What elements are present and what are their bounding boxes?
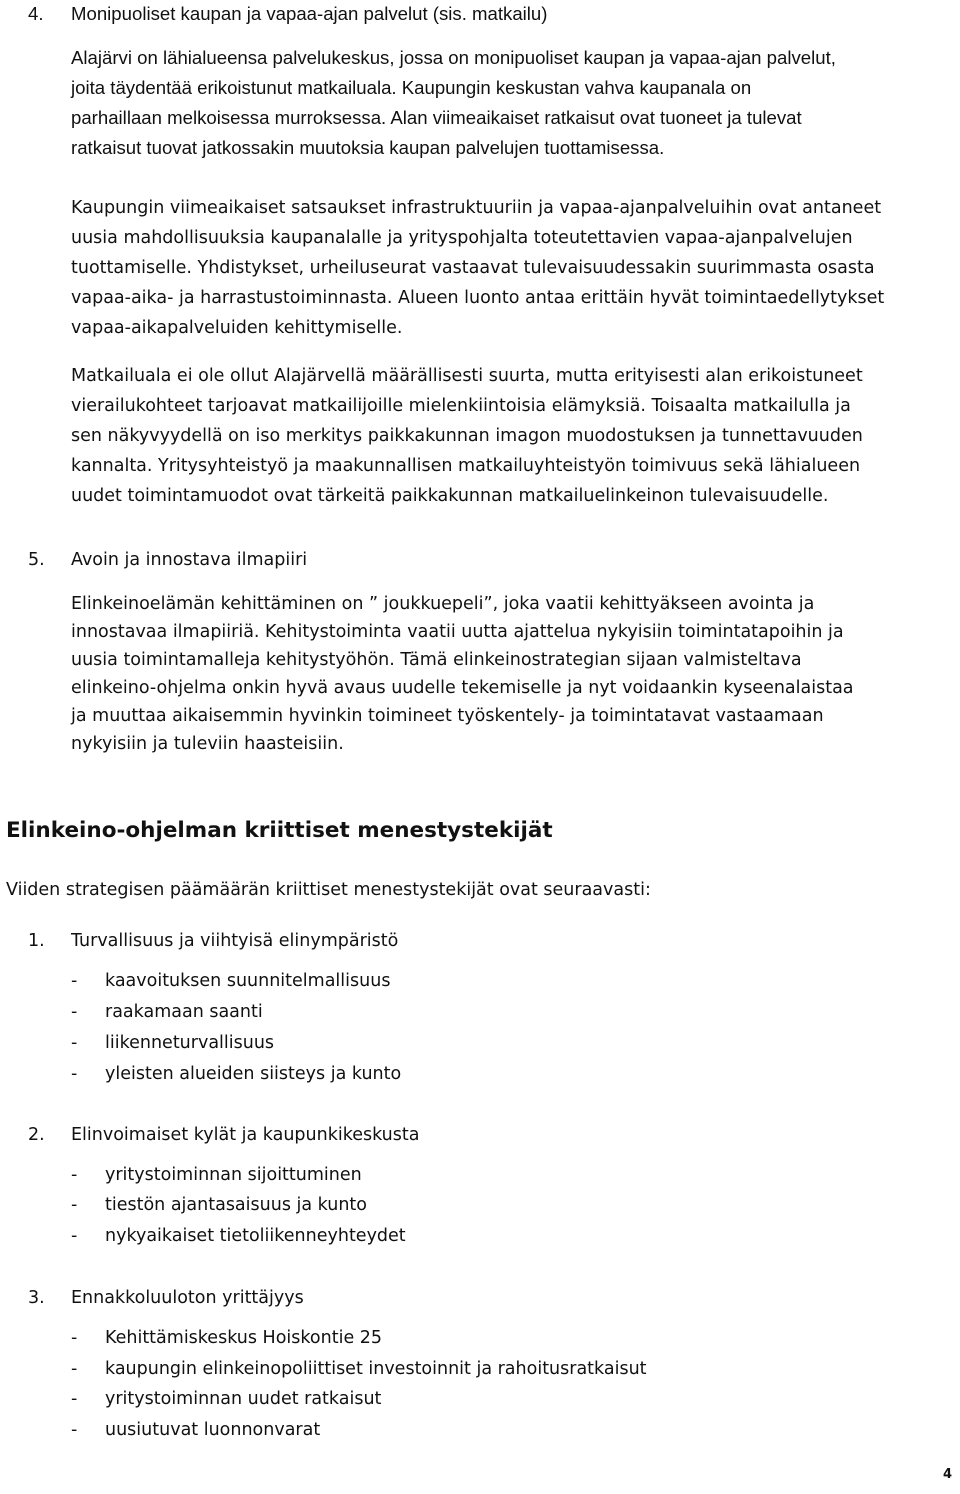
list-item: yritystoiminnan uudet ratkaisut <box>105 1389 382 1409</box>
paragraph-line: joita täydentää erikoistunut matkailuala. Kaupungin keskustan vahva kaupanala on <box>71 77 752 98</box>
paragraph-line: parhaillaan melkoisessa murroksessa. Alan viimeaikaiset ratkaisut ovat tuoneet ja tulevat <box>71 107 802 128</box>
list-item: nykyaikaiset tietoliikenneyhteydet <box>105 1226 406 1246</box>
bullet-dash: - <box>71 1002 78 1022</box>
intro-text: Viiden strategisen päämäärän kriittiset menestystekijät ovat seuraavasti: <box>6 880 651 900</box>
factor-3-title: Ennakkoluuloton yrittäjyys <box>71 1288 304 1308</box>
paragraph-line: ja muuttaa aikaisemmin hyvinkin toimineet työskentely- ja toimintatavat vastaamaan <box>71 706 824 726</box>
paragraph-line: sen näkyvyydellä on iso merkitys paikkakunnan imagon muodostuksen ja tunnettavuuden <box>71 426 863 446</box>
bullet-dash: - <box>71 1359 78 1379</box>
paragraph-line: uudet toimintamuodot ovat tärkeitä paikkakunnan matkailuelinkeinon tulevaisuudelle. <box>71 486 829 506</box>
paragraph-line: vapaa-aikapalveluiden kehittymiselle. <box>71 318 403 338</box>
paragraph-line: vapaa-aika- ja harrastustoiminnasta. Alueen luonto antaa erittäin hyvät toimintaedellytykset <box>71 288 885 308</box>
factor-3-number: 3. <box>28 1288 45 1308</box>
paragraph-line: kannalta. Yritysyhteistyö ja maakunnallisen matkailuyhteistyön toimivuus sekä lähialueen <box>71 456 861 476</box>
paragraph-line: uusia toimintamalleja kehitystyöhön. Tämä elinkeinostrategian sijaan valmisteltava <box>71 650 802 670</box>
section-4-number: 4. <box>28 3 44 24</box>
bullet-dash: - <box>71 1033 78 1053</box>
list-item: kaavoituksen suunnitelmallisuus <box>105 971 391 991</box>
paragraph-line: innostavaa ilmapiiriä. Kehitystoiminta vaatii uutta ajattelua nykyisiin toimintatapoihin ja <box>71 622 844 642</box>
section-5-title: Avoin ja innostava ilmapiiri <box>71 550 308 570</box>
list-item: uusiutuvat luonnonvarat <box>105 1420 321 1440</box>
list-item: kaupungin elinkeinopoliittiset investoinnit ja rahoitusratkaisut <box>105 1359 647 1379</box>
paragraph-line: Matkailuala ei ole ollut Alajärvellä määrällisesti suurta, mutta erityisesti alan erikoistuneet <box>71 366 863 386</box>
factor-2-number: 2. <box>28 1125 45 1145</box>
bullet-dash: - <box>71 971 78 991</box>
list-item: liikenneturvallisuus <box>105 1033 275 1053</box>
bullet-dash: - <box>71 1420 78 1440</box>
paragraph-line: nykyisiin ja tuleviin haasteisiin. <box>71 734 344 754</box>
paragraph-line: elinkeino-ohjelma onkin hyvä avaus uudelle tekemiselle ja nyt voidaankin kyseenalaistaa <box>71 678 854 698</box>
paragraph-line: uusia mahdollisuuksia kaupanalalle ja yrityspohjalta toteutettavien vapaa-ajanpalvelujen <box>71 228 853 248</box>
list-item: tiestön ajantasaisuus ja kunto <box>105 1195 367 1215</box>
section-5-number: 5. <box>28 550 45 570</box>
section-heading: Elinkeino-ohjelman kriittiset menestystekijät <box>6 818 553 843</box>
paragraph-line: tuottamiselle. Yhdistykset, urheiluseurat vastaavat tulevaisuudessakin suurimmasta osasta <box>71 258 875 278</box>
bullet-dash: - <box>71 1328 78 1348</box>
factor-1-title: Turvallisuus ja viihtyisä elinympäristö <box>71 931 399 951</box>
paragraph-line: vierailukohteet tarjoavat matkailijoille mielenkiintoisia elämyksiä. Toisaalta matkailulla ja <box>71 396 851 416</box>
paragraph-line: Alajärvi on lähialueensa palvelukeskus, jossa on monipuoliset kaupan ja vapaa-ajan palvelut, <box>71 47 836 68</box>
bullet-dash: - <box>71 1064 78 1084</box>
paragraph-line: ratkaisut tuovat jatkossakin muutoksia kaupan palvelujen tuottamisessa. <box>71 137 665 158</box>
page-number: 4 <box>942 1467 952 1482</box>
factor-1-number: 1. <box>28 931 45 951</box>
list-item: Kehittämiskeskus Hoiskontie 25 <box>105 1328 383 1348</box>
paragraph-line: Elinkeinoelämän kehittäminen on ” joukkuepeli”, joka vaatii kehittyäkseen avointa ja <box>71 594 815 614</box>
bullet-dash: - <box>71 1165 78 1185</box>
bullet-dash: - <box>71 1195 78 1215</box>
list-item: yleisten alueiden siisteys ja kunto <box>105 1064 402 1084</box>
section-4-title: Monipuoliset kaupan ja vapaa-ajan palvelut (sis. matkailu) <box>71 3 548 24</box>
bullet-dash: - <box>71 1226 78 1246</box>
bullet-dash: - <box>71 1389 78 1409</box>
list-item: yritystoiminnan sijoittuminen <box>105 1165 362 1185</box>
list-item: raakamaan saanti <box>105 1002 263 1022</box>
factor-2-title: Elinvoimaiset kylät ja kaupunkikeskusta <box>71 1125 420 1145</box>
paragraph-line: Kaupungin viimeaikaiset satsaukset infrastruktuuriin ja vapaa-ajanpalveluihin ovat antaneet <box>71 198 882 218</box>
